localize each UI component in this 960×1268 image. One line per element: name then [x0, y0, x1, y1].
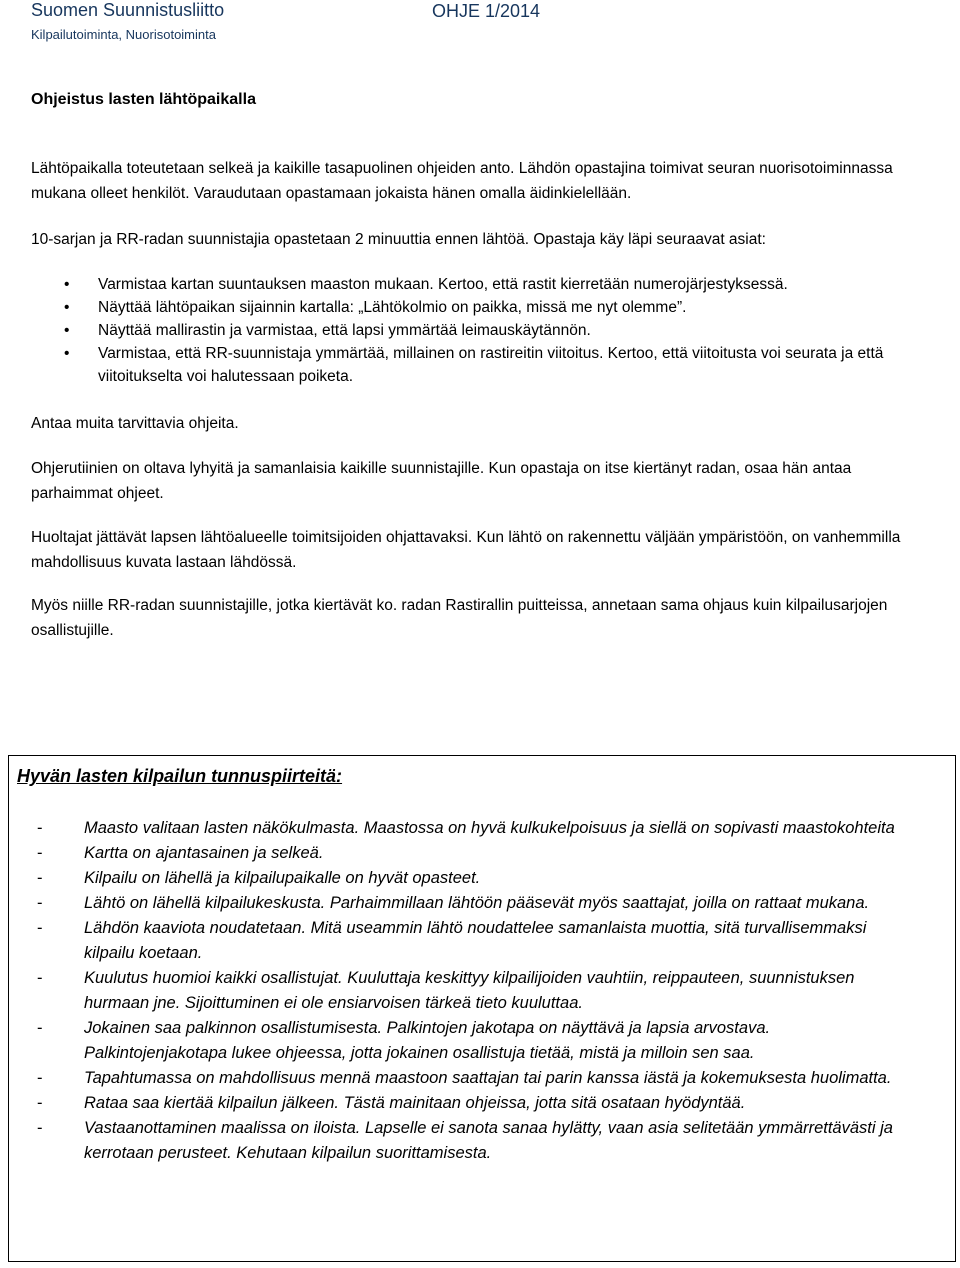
intro-paragraph: Lähtöpaikalla toteutetaan selkeä ja kaikille tasapuolinen ohjeiden anto. Lähdön opastajina toimivat seuran nuorisotoiminnassa mukana olleet henkilöt. Varaudutaan opastamaan jokaista hänen omalla äidinkielellään. [31, 160, 893, 202]
list-item [37, 816, 917, 841]
list-item-text: Jokainen saa palkinnon osallistumisesta. Palkintojen jakotapa on näyttävä ja lapsia arvostava. Palkintojenjakotapa lukee ohjeessa, jotta jokainen osallistuja tietää, mistä ja milloin sen saa. [84, 1019, 771, 1062]
box-title: Hyvän lasten kilpailun tunnuspiirteitä: [17, 766, 343, 786]
list-item-text: Rataa saa kiertää kilpailun jälkeen. Tästä mainitaan ohjeissa, jotta sitä osataan hyödyntää. [84, 1094, 746, 1112]
list-item [31, 296, 931, 319]
list-item [31, 273, 931, 296]
list-item [37, 916, 917, 966]
paragraph: Huoltajat jättävät lapsen lähtöalueelle toimitsijoiden ohjattavaksi. Kun lähtö on rakennettu väljään ympäristöön, on vanhemmilla mahdollisuus kuvata lastaan lähdössä. [31, 529, 901, 571]
list-item-text: Tapahtumassa on mahdollisuus mennä maastoon saattajan tai parin kanssa iästä ja kokemuksesta huolimatta. [84, 1069, 892, 1087]
list-item [37, 866, 917, 891]
dash-icon: - [37, 1094, 43, 1112]
bullet-icon: • [64, 299, 70, 316]
list-item [37, 1091, 917, 1116]
list-item [37, 891, 917, 916]
list-item-text: Vastaanottaminen maalissa on iloista. Lapselle ei sanota sanaa hylätty, vaan asia selitetään ymmärrettävästi ja kerrotaan perusteet. Kehutaan kilpailun suorittamisesta. [84, 1119, 893, 1162]
list-item [37, 1016, 917, 1066]
list-item-text: Kartta on ajantasainen ja selkeä. [84, 844, 324, 862]
department-line: Kilpailutoiminta, Nuorisotoiminta [31, 27, 216, 42]
intro-paragraph-2: 10-sarjan ja RR-radan suunnistajia opastetaan 2 minuuttia ennen lähtöä. Opastaja käy läpi seuraavat asiat: [31, 231, 766, 248]
paragraph: Ohjerutiinien on oltava lyhyitä ja samanlaisia kaikille suunnistajille. Kun opastaja on itse kiertänyt radan, osaa hän antaa parhaimmat ohjeet. [31, 460, 852, 502]
list-item-text: Lähtö on lähellä kilpailukeskusta. Parhaimmillaan lähtöön pääsevät myös saattajat, joilla on rattaat mukana. [84, 894, 870, 912]
dash-icon: - [37, 969, 43, 987]
bullet-list [31, 273, 931, 388]
list-item-text: Maasto valitaan lasten näkökulmasta. Maastossa on hyvä kulkukelpoisuus ja siellä on sopivasti maastokohteita [84, 819, 895, 837]
organization-name: Suomen Suunnistusliitto [31, 0, 225, 20]
document-title: Ohjeistus lasten lähtöpaikalla [31, 91, 256, 108]
paragraph: Antaa muita tarvittavia ohjeita. [31, 415, 239, 432]
list-item-text: Varmistaa kartan suuntauksen maaston mukaan. Kertoo, että rastit kierretään numerojärjestyksessä. [98, 276, 788, 293]
list-item-text: Näyttää mallirastin ja varmistaa, että lapsi ymmärtää leimauskäytännön. [98, 322, 591, 339]
dash-icon: - [37, 869, 43, 887]
list-item [37, 966, 917, 1016]
document-id: OHJE 1/2014 [432, 1, 541, 21]
list-item-text: Varmistaa, että RR-suunnistaja ymmärtää, millainen on rastireitin viitoitus. Kertoo, että viitoitusta voi seurata ja että viitoitukselta voi halutessaan poiketa. [98, 345, 884, 385]
bullet-icon: • [64, 322, 70, 339]
dash-icon: - [37, 819, 43, 837]
list-item [31, 319, 931, 342]
bullet-icon: • [64, 276, 70, 293]
features-list [37, 816, 917, 1166]
list-item-text: Kuulutus huomioi kaikki osallistujat. Kuuluttaja keskittyy kilpailijoiden vauhtiin, reippauteen, suunnistuksen hurmaan jne. Sijoittuminen ei ole ensiarvoisen tärkeä tieto kuuluttaa. [84, 969, 855, 1012]
dash-icon: - [37, 894, 43, 912]
dash-icon: - [37, 1019, 43, 1037]
bullet-icon: • [64, 345, 70, 362]
list-item [37, 1116, 917, 1166]
list-item-text: Kilpailu on lähellä ja kilpailupaikalle on hyvät opasteet. [84, 869, 481, 887]
paragraph: Myös niille RR-radan suunnistajille, jotka kiertävät ko. radan Rastirallin puitteissa, annetaan sama ohjaus kuin kilpailusarjojen osallistujille. [31, 597, 888, 639]
list-item [37, 841, 917, 866]
dash-icon: - [37, 919, 43, 937]
list-item [37, 1066, 917, 1091]
features-box [8, 755, 956, 1262]
dash-icon: - [37, 844, 43, 862]
dash-icon: - [37, 1069, 43, 1087]
list-item-text: Lähdön kaaviota noudatetaan. Mitä useammin lähtö noudattelee samanlaista muottia, sitä turvallisemmaksi kilpailu koetaan. [84, 919, 867, 962]
list-item [31, 342, 931, 388]
dash-icon: - [37, 1119, 43, 1137]
list-item-text: Näyttää lähtöpaikan sijainnin kartalla: „Lähtökolmio on paikka, missä me nyt olemme”. [98, 299, 687, 316]
